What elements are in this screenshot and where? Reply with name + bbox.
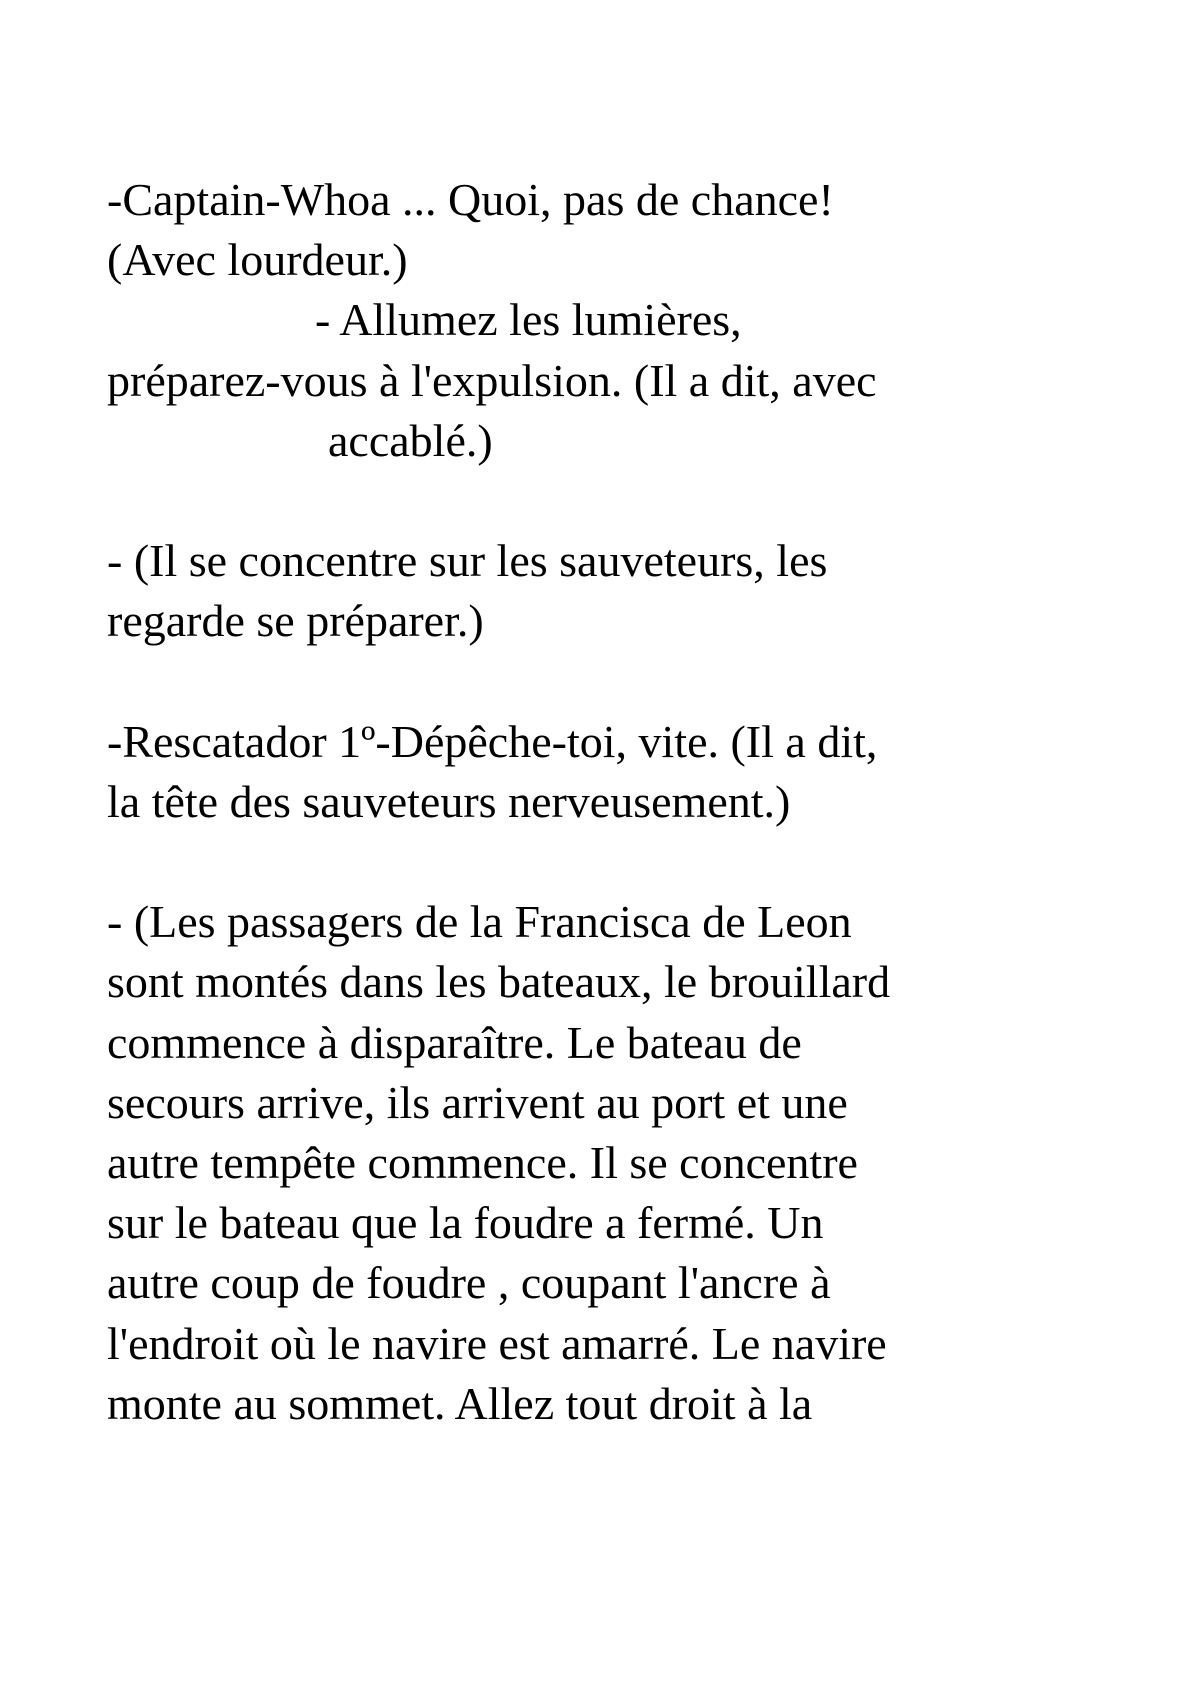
text-line: sur le bateau que la foudre a fermé. Un (107, 1197, 824, 1249)
text-line: autre tempête commence. Il se concentre (107, 1137, 858, 1188)
text-line: - (Il se concentre sur les sauveteurs, les (107, 535, 828, 587)
blank-line (107, 832, 1107, 892)
text-line: monte au sommet. Allez tout droit à la (107, 1377, 813, 1429)
text-line: sont montés dans les bateaux, le brouillard (107, 956, 891, 1008)
text-line: -Rescatador 1º-Dépêche-toi, vite. (Il a dit, (107, 715, 878, 767)
text-line: -Captain-Whoa ... Quoi, pas de chance! (107, 174, 834, 225)
blank-line (107, 652, 1107, 712)
text-line: commence à disparaître. Le bateau de (107, 1016, 802, 1068)
text-line: secours arrive, ils arrivent au port et une (107, 1076, 848, 1128)
text-line: l'endroit où le navire est amarré. Le navire (107, 1317, 887, 1369)
text-line: - Allumez les lumières, (315, 294, 742, 346)
text-line: autre coup de foudre , coupant l'ancre à (107, 1257, 831, 1309)
document-body (107, 170, 1107, 1434)
text-line: accablé.) (328, 414, 493, 466)
text-line: préparez-vous à l'expulsion. (Il a dit, avec (107, 354, 877, 406)
text-line: - (Les passagers de la Francisca de Leon (107, 896, 852, 948)
blank-line (107, 471, 1107, 531)
text-line: la tête des sauveteurs nerveusement.) (107, 775, 791, 827)
text-line: (Avec lourdeur.) (107, 234, 408, 286)
text-line: regarde se préparer.) (107, 595, 484, 647)
